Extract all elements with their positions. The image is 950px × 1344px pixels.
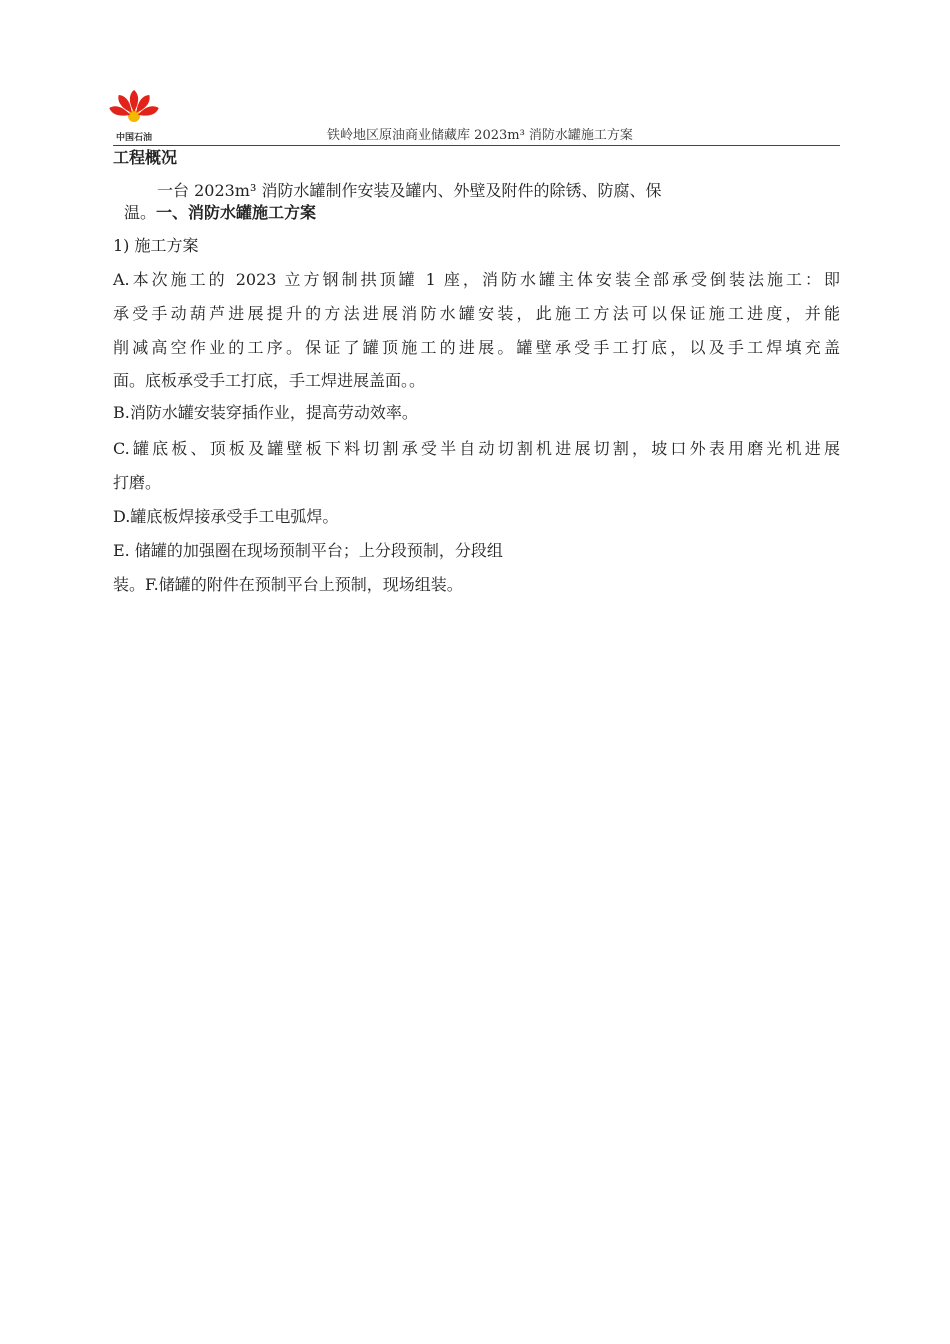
overview-line-1: 一台 2023m³ 消防水罐制作安装及罐内、外壁及附件的除锈、防腐、保 <box>157 181 662 200</box>
paragraph-a-line-3: 削减高空作业的工序。保证了罐顶施工的进展。罐壁承受手工打底，以及手工焊填充盖 <box>113 338 840 357</box>
paragraph-e-line-1: E. 储罐的加强圈在现场预制平台；上分段预制，分段组 <box>113 541 503 560</box>
overview-heading: 工程概况 <box>113 148 178 167</box>
header-rule <box>113 145 840 146</box>
document-header-title <box>260 124 700 143</box>
paragraph-a-line-4: 面。底板承受手工打底，手工焊进展盖面。。 <box>113 371 426 390</box>
section-1-heading: 一、消防水罐施工方案 <box>156 203 317 222</box>
logo-text: 中国石油 <box>115 133 152 143</box>
paragraph-a-line-2: 承受手动葫芦进展提升的方法进展消防水罐安装，此施工方法可以保证施工进度，并能 <box>113 304 840 323</box>
paragraph-b: B.消防水罐安装穿插作业，提高劳动效率。 <box>113 403 418 422</box>
overview-line-2 <box>124 203 316 223</box>
paragraph-a-line-1: A.本次施工的 2023 立方钢制拱顶罐 1 座，消防水罐主体安装全部承受倒装法施工：即 <box>113 270 840 289</box>
overview-line-2-start: 温。 <box>124 203 157 222</box>
paragraph-c-line-2: 打磨。 <box>113 473 162 492</box>
paragraph-e-line-2: 装。F.储罐的附件在预制平台上预制，现场组装。 <box>113 575 463 594</box>
header-title-text: 铁岭地区原油商业储藏库 2023m³ 消防水罐施工方案 <box>327 128 633 143</box>
paragraph-d: D.罐底板焊接承受手工电弧焊。 <box>113 507 339 526</box>
sub-heading-1: 1) 施工方案 <box>113 236 199 255</box>
paragraph-c-line-1: C.罐底板、顶板及罐壁板下料切割承受半自动切割机进展切割，坡口外表用磨光机进展 <box>113 439 840 458</box>
